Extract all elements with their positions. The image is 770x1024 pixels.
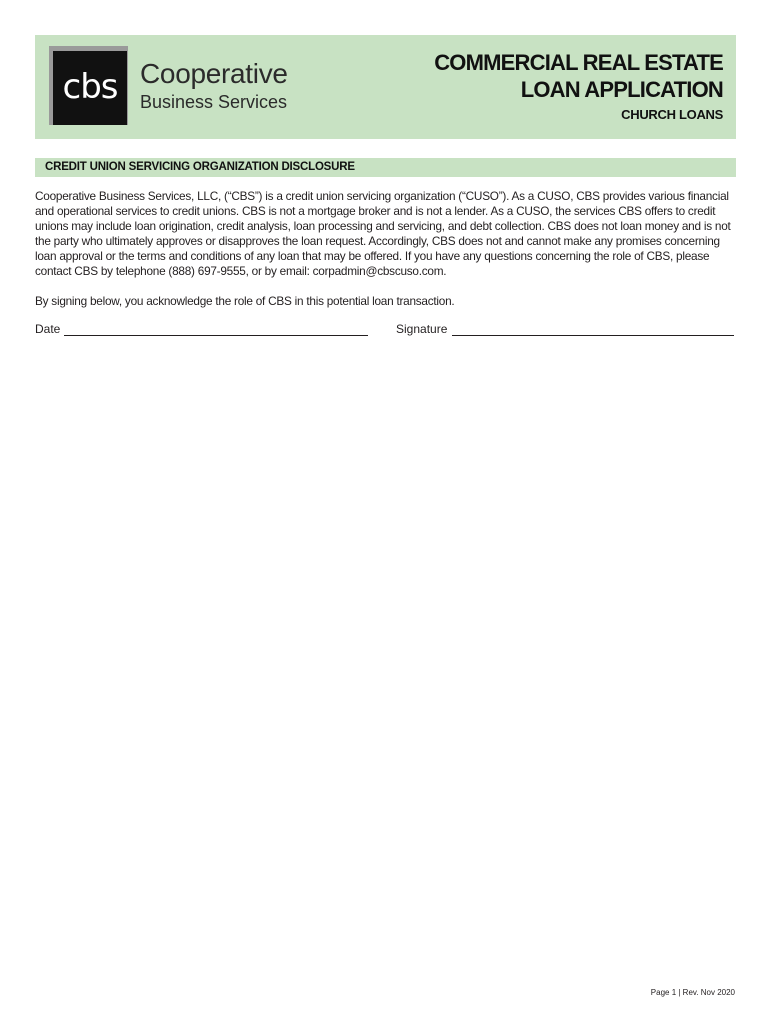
company-name-line-1: Cooperative [140,58,288,89]
document-subtitle: CHURCH LOANS [621,107,723,122]
section-title: CREDIT UNION SERVICING ORGANIZATION DISCLOSURE [45,161,355,173]
date-field[interactable] [64,335,368,336]
cbs-logo [53,51,127,125]
document-title-line-1: COMMERCIAL REAL ESTATE [434,50,723,75]
disclosure-paragraph: Cooperative Business Services, LLC, (“CBS”) is a credit union servicing organization (“CUSO”). As a CUSO, CBS provides various financial and operational services to credit unions. CBS is not a mortgage broker and is not a lender. As a CUSO, the services CBS offers to credit unions may include loan origination, credit analysis, loan processing and servicing, and debt collection. CBS does not loan money and is not the party who ultimately approves or disapproves the loan request. Accordingly, CBS does not and cannot make any promises concerning loan approval or the terms and conditions of any loan that may be offered. If you have any questions concerning the role of CBS, please contact CBS by telephone (888) 697-9555, or by email: corpadmin@cbscuso.com. [35,189,731,279]
page-footer: Page 1 | Rev. Nov 2020 [650,988,735,997]
signature-label: Signature [396,322,448,336]
header-band [35,35,736,139]
date-label: Date [35,322,61,336]
company-name-line-2: Business Services [140,92,288,112]
section-header-bar [35,158,736,177]
signature-field[interactable] [452,335,734,336]
acknowledgement-text: By signing below, you acknowledge the role of CBS in this potential loan transaction. [35,294,455,308]
document-title-line-2: LOAN APPLICATION [520,77,723,102]
logo-text: cbs [62,66,118,107]
